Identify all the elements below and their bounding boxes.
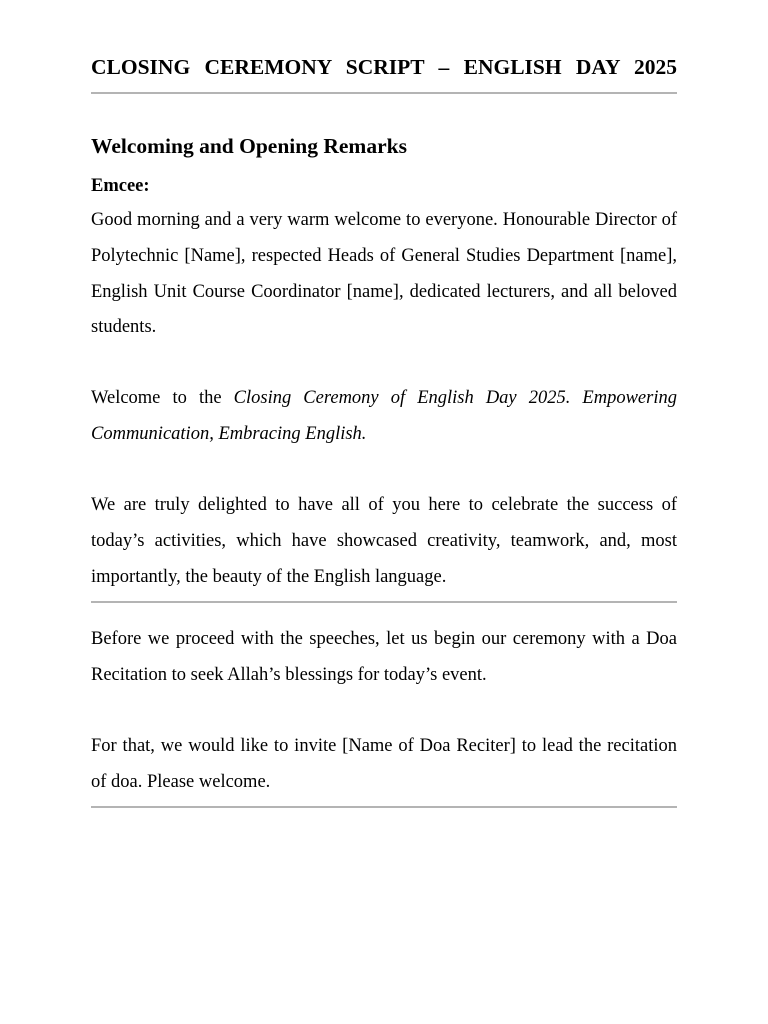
section-divider-2: [91, 806, 677, 808]
welcome-paragraph: Good morning and a very warm welcome to everyone. Honourable Director of Polytechnic [Name], respected Heads of General Studies Department [name], English Unit Course Coordinator [name], dedicated lecturers, and all beloved students.: [91, 210, 677, 338]
section-heading: Welcoming and Opening Remarks: [91, 134, 407, 158]
doa-intro-paragraph: Before we proceed with the speeches, let us begin our ceremony with a Doa Recitation to seek Allah’s blessings for today’s event.: [91, 629, 677, 685]
celebration-paragraph: We are truly delighted to have all of you here to celebrate the success of today’s activities, which have showcased creativity, teamwork, and, most importantly, the beauty of the English language.: [91, 495, 677, 587]
title-divider: [91, 92, 677, 94]
section-divider-1: [91, 601, 677, 603]
theme-paragraph: [91, 381, 677, 453]
theme-lead-text: Welcome to the: [91, 388, 234, 408]
theme-italic-text: Closing Ceremony of English Day 2025. Empowering Communication, Embracing English.: [91, 388, 677, 444]
speaker-label: Emcee:: [91, 176, 150, 196]
doa-invite-paragraph: For that, we would like to invite [Name of Doa Reciter] to lead the recitation of doa. Please welcome.: [91, 736, 677, 792]
document-title: CLOSING CEREMONY SCRIPT – ENGLISH DAY 2025: [91, 55, 677, 79]
